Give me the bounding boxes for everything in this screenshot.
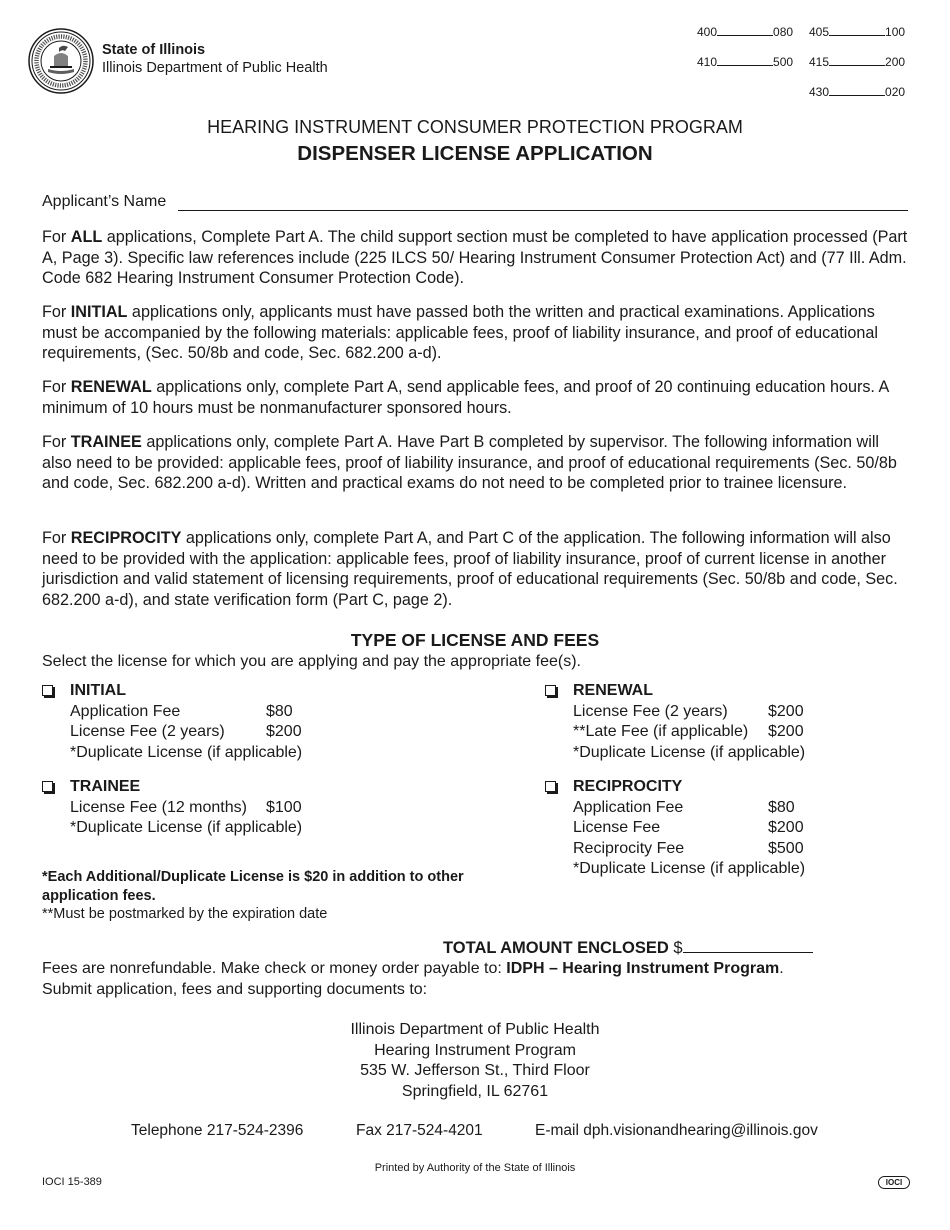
reciprocity-checkbox[interactable] bbox=[545, 781, 556, 792]
license-fees-title: TYPE OF LICENSE AND FEES bbox=[350, 630, 600, 650]
instruction-initial: For INITIAL applications only, applicants must have passed both the written and practical examinations. Applications must be accompanied by the following materials: applicable fees, proof of liability insurance, and proof of educational requirements, (Sec. 50/8b and code, Sec. 682.200 a-d). bbox=[42, 303, 878, 362]
reciprocity-fee-table bbox=[573, 798, 804, 860]
document-title: DISPENSER LICENSE APPLICATION bbox=[297, 142, 653, 165]
table-row: **Late Fee (if applicable) $200 bbox=[573, 723, 804, 740]
union-bug-logo: IOCI bbox=[878, 1176, 910, 1189]
office-code-410: 410 500 bbox=[697, 55, 794, 69]
office-code-430: 430 020 bbox=[809, 85, 906, 99]
renewal-checkbox[interactable] bbox=[545, 685, 556, 696]
department-name: Illinois Department of Public Health bbox=[102, 60, 328, 76]
state-seal-logo bbox=[28, 28, 94, 94]
applicant-name-row bbox=[42, 193, 908, 211]
license-option-reciprocity bbox=[573, 777, 805, 880]
office-code-415: 415 200 bbox=[809, 55, 906, 69]
email[interactable]: E-mail dph.visionandhearing@illinois.gov bbox=[535, 1122, 818, 1139]
applicant-name-label: Applicant’s Name bbox=[42, 193, 167, 210]
agency-block bbox=[102, 41, 328, 77]
license-option-trainee bbox=[70, 777, 302, 839]
printed-by-authority: Printed by Authority of the State of Illinois bbox=[374, 1162, 576, 1174]
total-amount-row bbox=[443, 938, 813, 958]
duplicate-license-note: *Each Additional/Duplicate License is $20 in addition to other application fees. bbox=[42, 869, 464, 904]
renewal-label: RENEWAL bbox=[573, 682, 653, 699]
state-name: State of Illinois bbox=[102, 42, 206, 58]
program-title: HEARING INSTRUMENT CONSUMER PROTECTION PROGRAM bbox=[207, 117, 743, 137]
reciprocity-label: RECIPROCITY bbox=[573, 778, 683, 795]
reciprocity-duplicate: *Duplicate License (if applicable) bbox=[573, 860, 806, 877]
table-row: Application Fee $80 bbox=[573, 798, 795, 816]
instruction-reciprocity: For RECIPROCITY applications only, complete Part A, and Part C of the application. The following information will also need to be provided with the application: applicable fees, proof of liability insurance, proof of current license in another jurisdiction and valid statement of licensing requirements, proof of educational requirements (Sec. 50/8b and code, Sec. 682.200 a-d), and state verification form (Part C, page 2). bbox=[42, 529, 898, 609]
renewal-fee-table bbox=[573, 702, 804, 743]
postmark-note: **Must be postmarked by the expiration date bbox=[42, 906, 328, 922]
table-row: License Fee (12 months) $100 bbox=[70, 798, 302, 816]
table-row: License Fee (2 years) $200 bbox=[70, 723, 302, 740]
trainee-label: TRAINEE bbox=[70, 778, 141, 795]
initial-duplicate: *Duplicate License (if applicable) bbox=[70, 743, 303, 761]
currency-symbol: $ bbox=[673, 939, 683, 957]
license-option-initial bbox=[70, 681, 302, 763]
table-row: Application Fee $80 bbox=[70, 702, 293, 720]
trainee-checkbox[interactable] bbox=[42, 781, 53, 792]
total-amount-field[interactable] bbox=[683, 938, 813, 953]
renewal-duplicate: *Duplicate License (if applicable) bbox=[573, 743, 806, 761]
table-row: License Fee (2 years) $200 bbox=[573, 702, 804, 720]
mailing-address: Illinois Department of Public Health Hearing Instrument Program 535 W. Jefferson St., Third Floor Springfield, IL 62761 bbox=[350, 1021, 600, 1100]
telephone: Telephone 217-524-2396 bbox=[131, 1122, 304, 1139]
payee: IDPH – Hearing Instrument Program bbox=[506, 960, 780, 977]
instruction-all: For ALL applications, Complete Part A. The child support section must be completed to have application processed (Part A, Page 3). Specific law references include (225 ILCS 50/ Hearing Instrument Consumer Protection Act) and (77 Ill. Adm. Code 682 Hearing Instrument Consumer Protection Code). bbox=[42, 228, 908, 287]
fax: Fax 217-524-4201 bbox=[356, 1122, 483, 1139]
initial-checkbox[interactable] bbox=[42, 685, 53, 696]
submit-instructions: Submit application, fees and supporting documents to: bbox=[42, 980, 428, 998]
license-option-renewal bbox=[573, 681, 805, 763]
table-row: License Fee $200 bbox=[573, 819, 804, 836]
payment-instructions: Fees are nonrefundable. Make check or money order payable to: IDPH – Hearing Instrument Program. Submit application, fees and supporting documents to: bbox=[42, 959, 912, 1000]
table-row: Reciprocity Fee $500 bbox=[573, 839, 804, 857]
instruction-trainee: For TRAINEE applications only, complete Part A. Have Part B completed by supervisor. The following information will also need to be provided: applicable fees, proof of liability insurance, and proof of educational requirements (Sec. 50/8b and code, Sec. 682.200 a-d). Written and practical exams do not need to be completed prior to trainee licensure. bbox=[42, 433, 897, 492]
form-number: IOCI 15-389 bbox=[42, 1176, 102, 1188]
office-code-405: 405 100 bbox=[809, 25, 906, 39]
office-code-400: 400 080 bbox=[697, 25, 794, 39]
trainee-duplicate: *Duplicate License (if applicable) bbox=[70, 819, 303, 836]
license-fees-subtitle: Select the license for which you are applying and pay the appropriate fee(s). bbox=[42, 653, 581, 670]
initial-fee-table bbox=[70, 702, 302, 743]
initial-label: INITIAL bbox=[70, 682, 126, 699]
total-label: TOTAL AMOUNT ENCLOSED bbox=[443, 939, 669, 957]
applicant-name-field[interactable] bbox=[178, 195, 908, 211]
trainee-fee-table bbox=[70, 798, 302, 819]
instruction-renewal: For RENEWAL applications only, complete Part A, send applicable fees, and proof of 20 continuing education hours. A minimum of 10 hours must be nonmanufacturer sponsored hours. bbox=[42, 378, 889, 417]
